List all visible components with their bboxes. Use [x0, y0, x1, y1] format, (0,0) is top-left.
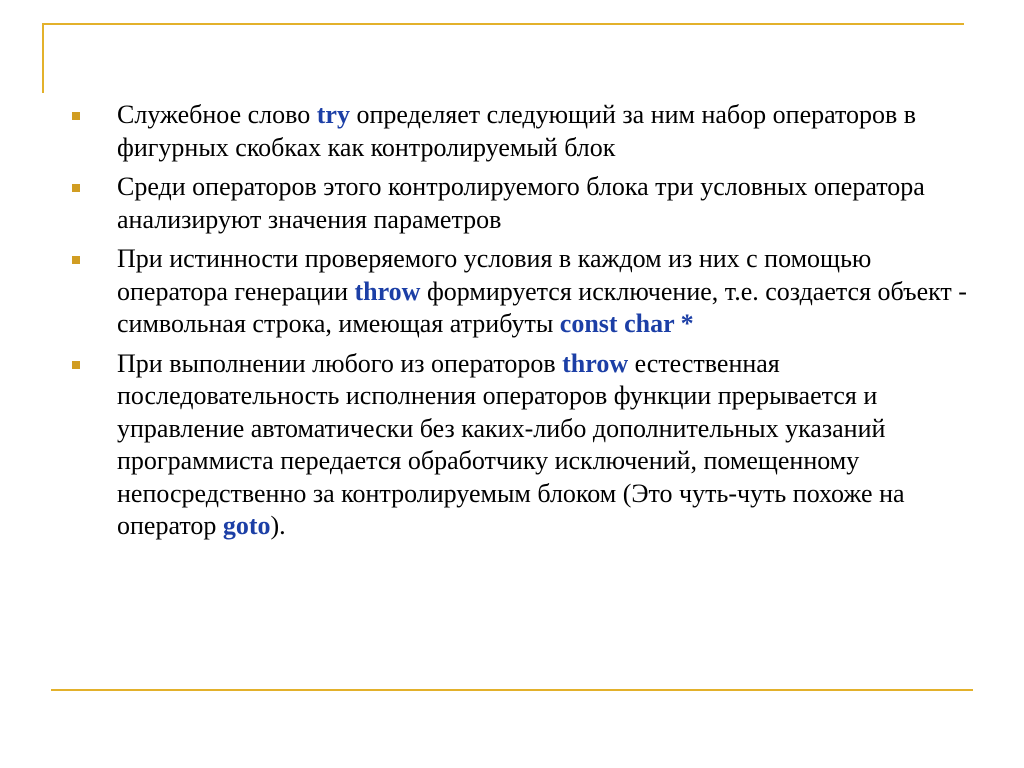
keyword-goto: goto	[222, 511, 271, 540]
bullet-list	[72, 99, 987, 550]
bullet-text: естественная последовательность исполнения операторов функции прерывается и управление автоматически без каких-либо дополнительных указаний программиста передается обработчику исключений, помещенному непосредственно за контролируемым блоком (Это чуть-чуть похоже на оператор	[117, 348, 905, 540]
bullet-item-throw-generation	[72, 243, 987, 341]
bullet-text: определяет следующий за ним набор операторов в фигурных скобках как контролируемый блок	[117, 100, 917, 162]
bullet-text: ).	[270, 511, 286, 540]
bullet-text: Среди операторов этого контролируемого блока три условных оператора анализируют значения параметров	[117, 172, 925, 234]
bullet-text: Служебное слово	[117, 100, 317, 129]
bullet-item-try	[72, 99, 987, 164]
square-bullet-icon	[72, 256, 80, 264]
frame-top-line	[42, 23, 964, 25]
keyword-const-char: const char *	[559, 309, 694, 338]
bullet-text: При выполнении любого из операторов	[117, 348, 563, 378]
bullet-item-conditions	[72, 171, 987, 236]
square-bullet-icon	[72, 361, 80, 369]
frame-left-line	[42, 23, 44, 93]
bullet-text: При истинности проверяемого условия в каждом из них с помощью оператора генерации	[117, 244, 872, 306]
keyword-throw: throw	[354, 276, 421, 306]
square-bullet-icon	[72, 112, 80, 120]
keyword-try: try	[316, 100, 350, 129]
frame-bottom-line	[51, 689, 973, 691]
bullet-text: формируется исключение, т.е. создается объект - символьная строка, имеющая атрибуты	[117, 276, 967, 338]
bullet-item-throw-flow	[72, 348, 987, 543]
square-bullet-icon	[72, 184, 80, 192]
keyword-throw: throw	[562, 348, 629, 378]
